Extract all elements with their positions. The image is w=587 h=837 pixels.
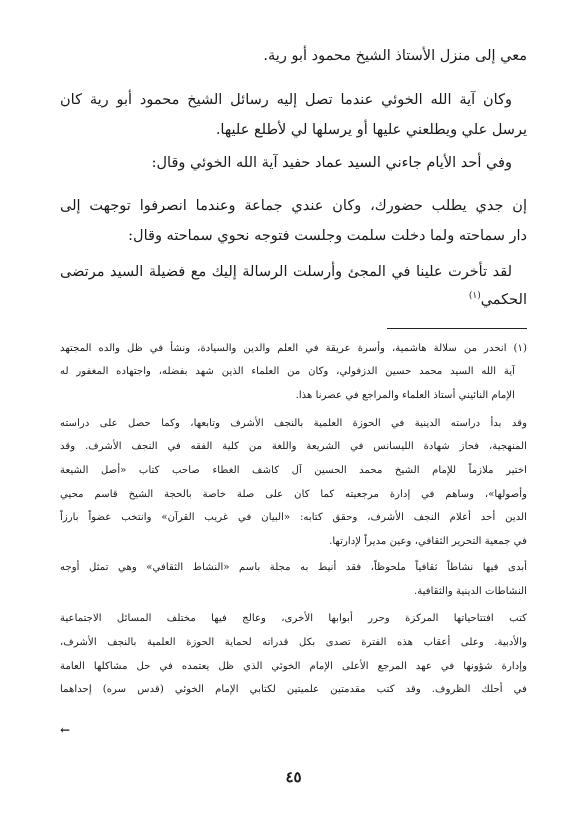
footnote-line: آية الله السيد محمد حسين الدزفولي، وكان من العلماء الذين شهد بفضله، واجتهاده المغفور له — [60, 366, 515, 377]
footnote-line: في أحلك الظروف. وقد كتب مقدمتين علميتين لكتابي الإمام الخوئي (قدس سره) إحداهما — [60, 684, 527, 695]
body-line-last — [60, 291, 527, 308]
footnote-line: النشاطات الدينية والثقافية. — [413, 586, 527, 597]
footnote-line: المنهجية، فحاز شهادة الليسانس في الشريعة واللغة من كلية الفقه في النجف الأشرف. وقد — [60, 441, 527, 452]
footnote-line: اختير ملازماً للإمام الشيخ محمد الحسين آل كاشف الغطاء صاحب كتاب «أصل الشيعة — [60, 465, 527, 476]
footnote-line: وإدارة شؤونها في عهد المرجع الأعلى الإمام الخوئي الذي ظل يعتمده في حل مشاكلها العامة — [60, 661, 527, 672]
continuation-arrow-icon: ← — [60, 723, 71, 737]
page-number: ٤٥ — [285, 768, 302, 786]
body-line: معي إلى منزل الأستاذ الشيخ محمود أبو رية. — [263, 48, 527, 64]
footnote-line: أبدى فيها نشاطاً ثقافياً ملحوظاً، فقد أنيط به مجلة باسم «النشاط الثقافي» وهي تمثل أوجه — [60, 562, 527, 573]
footnote-line: في جمعية التحرير الثقافي، وعين مديراً لإدارتها. — [329, 536, 527, 547]
footnote-reference: (١) — [468, 291, 481, 301]
footnote-line: الدين أحد أعلام النجف الأشرف، وحقق كتابه: «البيان في غريب القرآن» وانتخب عضواً بارزاً — [60, 512, 527, 523]
body-line: دار سماحته ولما دخلت سلمت وجلست فتوجه نحوي سماحته وقال: — [128, 228, 527, 244]
body-line: لقد تأخرت علينا في المجئ وأرسلت الرسالة إليك مع فضيلة السيد مرتضى — [60, 264, 512, 280]
footnote-line: كتب افتتاحياتها المركزة وحرر أبوابها الأخرى، وعالج فيها مختلف المسائل الاجتماعية — [60, 613, 527, 624]
body-line-text: الحكمي — [480, 291, 527, 308]
footnote-line: وقد بدأ دراسته الدينية في الحوزة العلمية بالنجف الأشرف وتابعها، وكما حصل على دراسته — [60, 418, 527, 429]
body-line: إن جدي يطلب حضورك، وكان عندي جماعة وعندما انصرفوا توجهت إلى — [60, 198, 527, 214]
body-line: يرسل علي ويطلعني عليها أو يرسلها لي لأطلع عليها. — [215, 122, 527, 138]
footnote-separator — [387, 328, 527, 329]
footnote-line: (١) انحدر من سلالة هاشمية، وأسرة عريقة في العلم والدين والسيادة، ونشأ في ظل والده المجتهد — [60, 343, 527, 354]
body-line: وفي أحد الأيام جاءني السيد عماد حفيد آية الله الخوئي وقال: — [151, 155, 512, 171]
body-line: وكان آية الله الخوئي عندما تصل إليه رسائل الشيخ محمود أبو رية كان — [60, 92, 512, 108]
footnote-line: وأصولها»، وساهم في إدارة مرجعيته كما كان على صلة خاصة بالحجة الشيخ قاسم محيي — [60, 489, 527, 500]
footnote-line: الإمام النائيني أستاذ العلماء والمراجع في عصرنا هذا. — [295, 390, 515, 401]
footnote-line: والأدبية. وعلى أعقاب هذه الفترة تصدى بكل قدراته لحماية الحوزة العلمية بالنجف الأشرف، — [60, 637, 527, 648]
